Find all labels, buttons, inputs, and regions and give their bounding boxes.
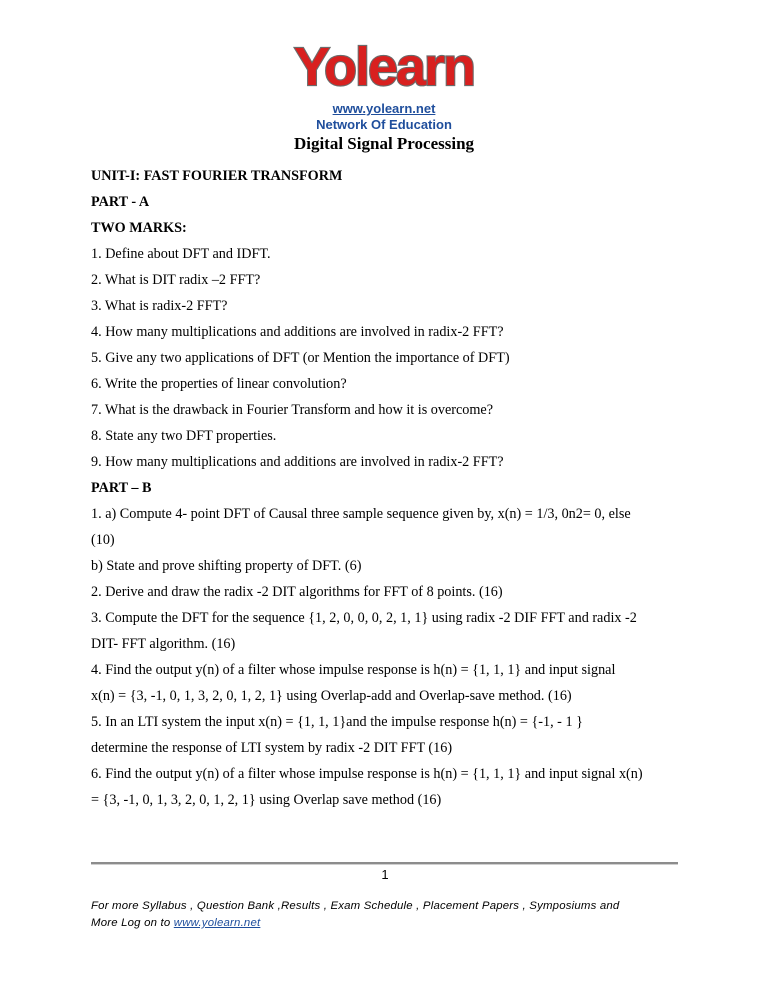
page-number: 1 (381, 867, 389, 882)
question-line: 3. Compute the DFT for the sequence {1, 2, 0, 0, 0, 2, 1, 1} using radix -2 DIF FFT and radix -2 (91, 610, 637, 626)
two-marks-heading: TWO MARKS: (91, 220, 187, 236)
page-footer (91, 898, 691, 932)
question-item: 9. How many multiplications and additions are involved in radix-2 FFT? (91, 454, 504, 470)
tagline: Network Of Education (316, 117, 452, 132)
question-line: 5. In an LTI system the input x(n) = {1, 1, 1}and the impulse response h(n) = {-1, - 1 } (91, 714, 583, 730)
question-item: 6. Write the properties of linear convolution? (91, 376, 347, 392)
question-item: 5. Give any two applications of DFT (or Mention the importance of DFT) (91, 350, 510, 366)
question-line: determine the response of LTI system by radix -2 DIT FFT (16) (91, 740, 453, 756)
svg-text:Yolearn: Yolearn (293, 38, 475, 96)
question-item: 3. What is radix-2 FFT? (91, 298, 228, 314)
yolearn-logo (289, 38, 479, 96)
question-item: 2. What is DIT radix –2 FFT? (91, 272, 261, 288)
logo-wordmark (289, 38, 479, 96)
document-body (91, 163, 691, 813)
question-line: = {3, -1, 0, 1, 3, 2, 0, 1, 2, 1} using Overlap save method (16) (91, 792, 442, 808)
question-line: 6. Find the output y(n) of a filter whose impulse response is h(n) = {1, 1, 1} and input signal x(n) (91, 766, 643, 782)
unit-heading: UNIT-I: FAST FOURIER TRANSFORM (91, 168, 343, 184)
question-line: 1. a) Compute 4- point DFT of Causal three sample sequence given by, x(n) = 1/3, 0n2= 0, else (91, 506, 631, 522)
footer-line: For more Syllabus , Question Bank ,Results , Exam Schedule , Placement Papers , Symposiums and (91, 900, 620, 912)
footer-line (91, 915, 691, 932)
question-item: 4. How many multiplications and additions are involved in radix-2 FFT? (91, 324, 504, 340)
question-line: x(n) = {3, -1, 0, 1, 3, 2, 0, 1, 2, 1} using Overlap-add and Overlap-save method. (16) (91, 688, 572, 704)
page-header (0, 38, 768, 101)
question-item: 1. Define about DFT and IDFT. (91, 246, 271, 262)
question-line: 2. Derive and draw the radix -2 DIT algorithms for FFT of 8 points. (16) (91, 584, 503, 600)
part-a-heading: PART - A (91, 194, 150, 210)
part-b-heading: PART – B (91, 480, 152, 496)
site-url-link[interactable]: www.yolearn.net (332, 101, 436, 116)
footer-divider (91, 862, 678, 864)
footer-prefix: More Log on to (91, 917, 174, 929)
question-line: b) State and prove shifting property of DFT. (6) (91, 558, 362, 574)
question-item: 8. State any two DFT properties. (91, 428, 277, 444)
question-item: 7. What is the drawback in Fourier Transform and how it is overcome? (91, 402, 494, 418)
question-line: (10) (91, 532, 115, 548)
question-line: 4. Find the output y(n) of a filter whose impulse response is h(n) = {1, 1, 1} and input signal (91, 662, 616, 678)
question-line: DIT- FFT algorithm. (16) (91, 636, 236, 652)
document-title: Digital Signal Processing (293, 134, 475, 153)
footer-site-link[interactable]: www.yolearn.net (173, 917, 261, 929)
